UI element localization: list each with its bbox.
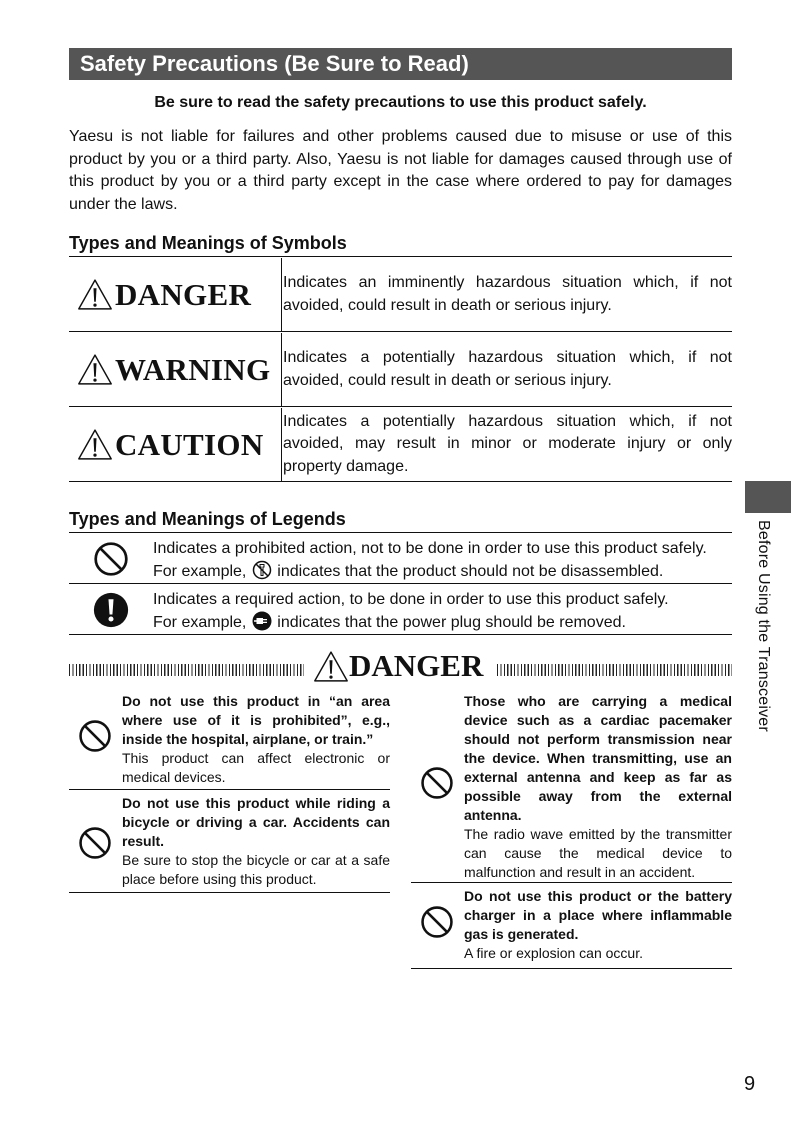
symbol-divider — [281, 408, 282, 481]
intro-paragraph: Yaesu is not liable for failures and other problems caused due to misuse or use of this product by you or a third party. Also, Yaesu is not liable for damages caused through use of this product by you or a third party except in the case where ordered to pay for damages under the laws. — [69, 128, 732, 213]
prohibited-icon — [78, 826, 112, 860]
symbol-text-warning: Indicates a potentially hazardous situation which, if not avoided, could result in death or serious injury. — [283, 349, 732, 389]
prohibited-icon — [93, 541, 129, 577]
prohibited-icon — [78, 719, 112, 753]
symbol-text-danger: Indicates an imminently hazardous situation which, if not avoided, could result in death or serious injury. — [283, 274, 732, 314]
symbol-label-warning: WARNING — [77, 333, 270, 406]
banner-stripes-right — [497, 664, 732, 676]
page-subtitle: Be sure to read the safety precautions to use this product safely. — [154, 94, 647, 111]
symbol-row-warning — [69, 333, 732, 407]
chapter-label: Before Using the Transceiver — [755, 520, 772, 732]
prohibited-icon — [420, 766, 454, 800]
warning-triangle-icon — [77, 428, 113, 461]
legends-heading: Types and Meanings of Legends — [69, 509, 732, 533]
legend-text-prohibited: Indicates a prohibited action, not to be done in order to use this product safely. For example, indicates that the product should not be disassembled. — [153, 540, 707, 580]
danger-column-left — [69, 688, 390, 893]
symbol-label-caution: CAUTION — [77, 408, 264, 481]
symbol-text-caution: Indicates a potentially hazardous situation which, if not avoided, may result in minor or moderate injury or only property damage. — [283, 412, 732, 475]
danger-column-right — [411, 688, 732, 969]
warning-triangle-icon — [77, 278, 113, 311]
symbol-label-danger: DANGER — [77, 258, 251, 331]
symbol-divider — [281, 258, 282, 331]
warning-item-inflammable-gas: Do not use this product or the battery charger in a place where inflammable gas is generated. A fire or explosion can occur. — [411, 883, 732, 969]
symbols-heading: Types and Meanings of Symbols — [69, 233, 732, 257]
symbol-row-danger — [69, 258, 732, 332]
page-title: Safety Precautions (Be Sure to Read) — [69, 48, 732, 80]
unplug-icon — [252, 611, 272, 631]
danger-banner — [69, 646, 732, 686]
warning-item-prohibited-area: Do not use this product in “an area where use of it is prohibited”, e.g., inside the hospital, airplane, or train.” This product can affect electronic or medical devices. — [69, 688, 390, 790]
legend-row-prohibited — [69, 534, 732, 584]
page-number: 9 — [744, 1073, 756, 1095]
symbol-row-caution — [69, 408, 732, 482]
chapter-tab — [745, 481, 791, 513]
banner-stripes-left — [69, 664, 304, 676]
warning-item-medical-device: Those who are carrying a medical device such as a cardiac pacemaker should not perform transmission near the device. When transmitting, use an external antenna and keep as far as possible away from the external antenna. The radio wave emitted by the transmitter can cause the medical device to malfunction and result in an accident. — [411, 688, 732, 883]
warning-triangle-icon — [313, 650, 349, 683]
prohibited-icon — [420, 905, 454, 939]
legend-row-required — [69, 585, 732, 635]
danger-banner-label: DANGER — [313, 646, 483, 686]
warning-item-riding-driving: Do not use this product while riding a bicycle or driving a car. Accidents can result. Be sure to stop the bicycle or car at a safe place before using this product. — [69, 790, 390, 893]
symbol-divider — [281, 333, 282, 406]
no-disassembly-icon — [252, 560, 272, 580]
legend-text-required: Indicates a required action, to be done in order to use this product safely. For example, indicates that the power plug should be removed. — [153, 591, 669, 631]
required-action-icon — [93, 592, 129, 628]
warning-triangle-icon — [77, 353, 113, 386]
